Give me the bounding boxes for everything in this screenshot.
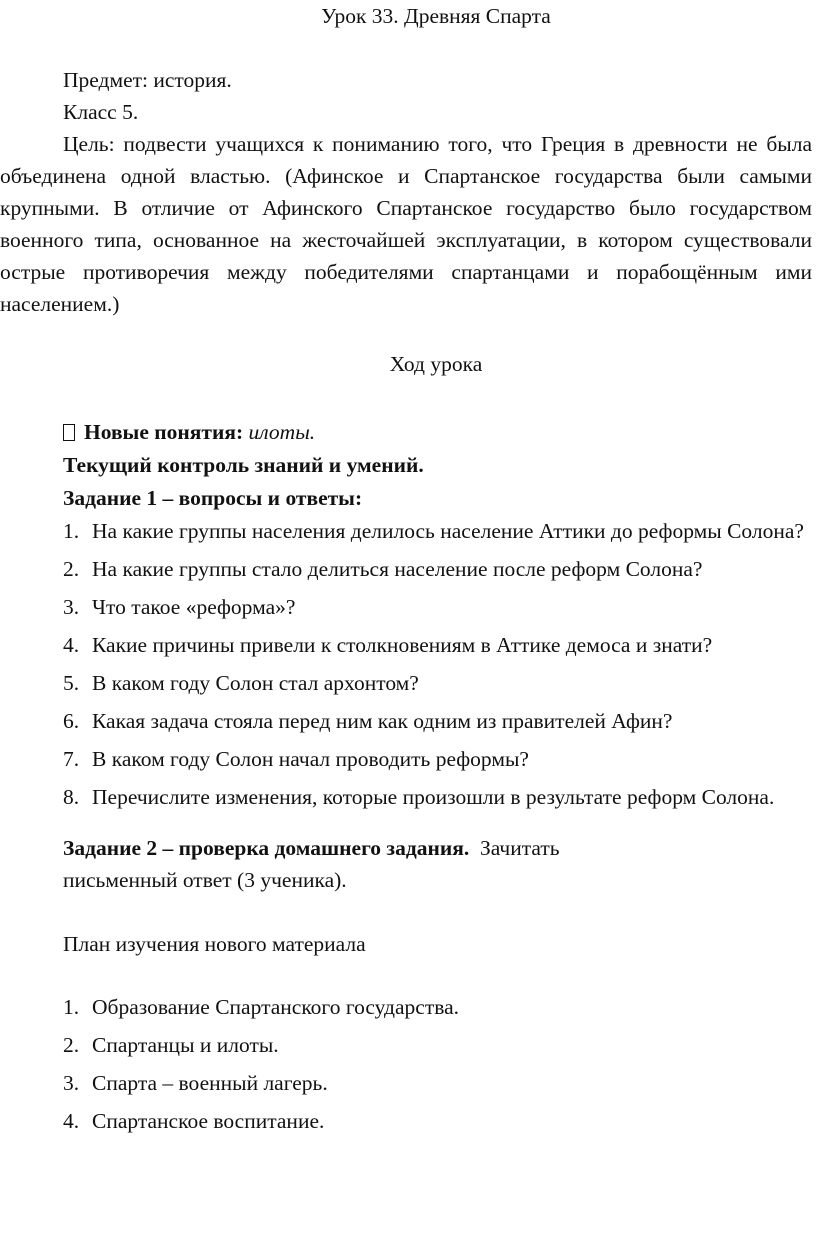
list-item: 6. Какая задача стояла перед ним как одним из правителей Афин? <box>63 709 673 733</box>
task2-text-line1: Зачитать <box>479 836 560 860</box>
list-item: 3. Что такое «реформа»? <box>63 595 296 619</box>
question-text: В каком году Солон начал проводить реформы? <box>92 747 529 771</box>
list-item: 2. Спартанцы и илоты. <box>63 1033 279 1057</box>
list-item: 8. Перечислите изменения, которые произошли в результате реформ Солона. <box>63 785 775 809</box>
new-concepts-value: илоты. <box>248 420 316 444</box>
list-item: 4. Какие причины привели к столкновениям в Аттике демоса и знати? <box>63 633 713 657</box>
plan-item-text: Спартанцы и илоты. <box>92 1033 279 1057</box>
list-item: 2. На какие группы стало делиться население после реформ Солона? <box>63 557 703 581</box>
current-control-heading: Текущий контроль знаний и умений. <box>63 453 424 477</box>
list-item: 4. Спартанское воспитание. <box>63 1109 325 1133</box>
subject-line: Предмет: история. <box>63 68 232 92</box>
question-text: На какие группы населения делилось население Аттики до реформы Солона? <box>92 519 804 543</box>
question-text: Какие причины привели к столкновениям в Аттике демоса и знати? <box>92 633 713 657</box>
plan-item-text: Спарта – военный лагерь. <box>92 1071 328 1095</box>
question-text: Что такое «реформа»? <box>92 595 296 619</box>
lesson-heading: Ход урока <box>389 352 483 376</box>
new-concepts-line <box>0 416 812 448</box>
question-text: В каком году Солон стал архонтом? <box>92 671 419 695</box>
list-item: 3. Спарта – военный лагерь. <box>63 1071 328 1095</box>
list-item: 1. Образование Спартанского государства. <box>63 995 460 1019</box>
question-text: Какая задача стояла перед ним как одним из правителей Афин? <box>92 709 673 733</box>
plan-item-text: Образование Спартанского государства. <box>92 995 460 1019</box>
task2-text-line2: письменный ответ (3 ученика). <box>63 868 347 892</box>
task2-heading: Задание 2 – проверка домашнего задания. <box>63 836 470 860</box>
goal-paragraph: Цель: подвести учащихся к пониманию того, что Греция в древности не была объединена одной властью. (Афинское и Спартанское государства были самыми крупными. В отличие от Афинского Спартанское государство было государством военного типа, основанное на жесточайшей эксплуатации, в котором существовали острые противоречия между победителями спартанцами и порабощённым ими населением.) <box>0 132 812 316</box>
list-item: 5. В каком году Солон стал архонтом? <box>63 671 419 695</box>
list-item: 1. На какие группы населения делилось население Аттики до реформы Солона? <box>63 519 804 543</box>
grade-line: Класс 5. <box>63 100 139 124</box>
list-item: 7. В каком году Солон начал проводить реформы? <box>63 747 529 771</box>
task1-heading: Задание 1 – вопросы и ответы: <box>63 486 363 510</box>
task2-line <box>0 832 812 864</box>
question-text: На какие группы стало делиться население после реформ Солона? <box>92 557 703 581</box>
plan-heading: План изучения нового материала <box>63 932 366 956</box>
plan-item-text: Спартанское воспитание. <box>92 1109 325 1133</box>
question-text: Перечислите изменения, которые произошли в результате реформ Солона. <box>92 785 775 809</box>
new-concepts-label: Новые понятия: <box>84 420 244 444</box>
plan-list <box>0 991 812 1143</box>
checkbox-square-icon <box>63 424 75 441</box>
task1-question-list <box>0 515 812 819</box>
document-title: Урок 33. Древняя Спарта <box>321 4 551 28</box>
